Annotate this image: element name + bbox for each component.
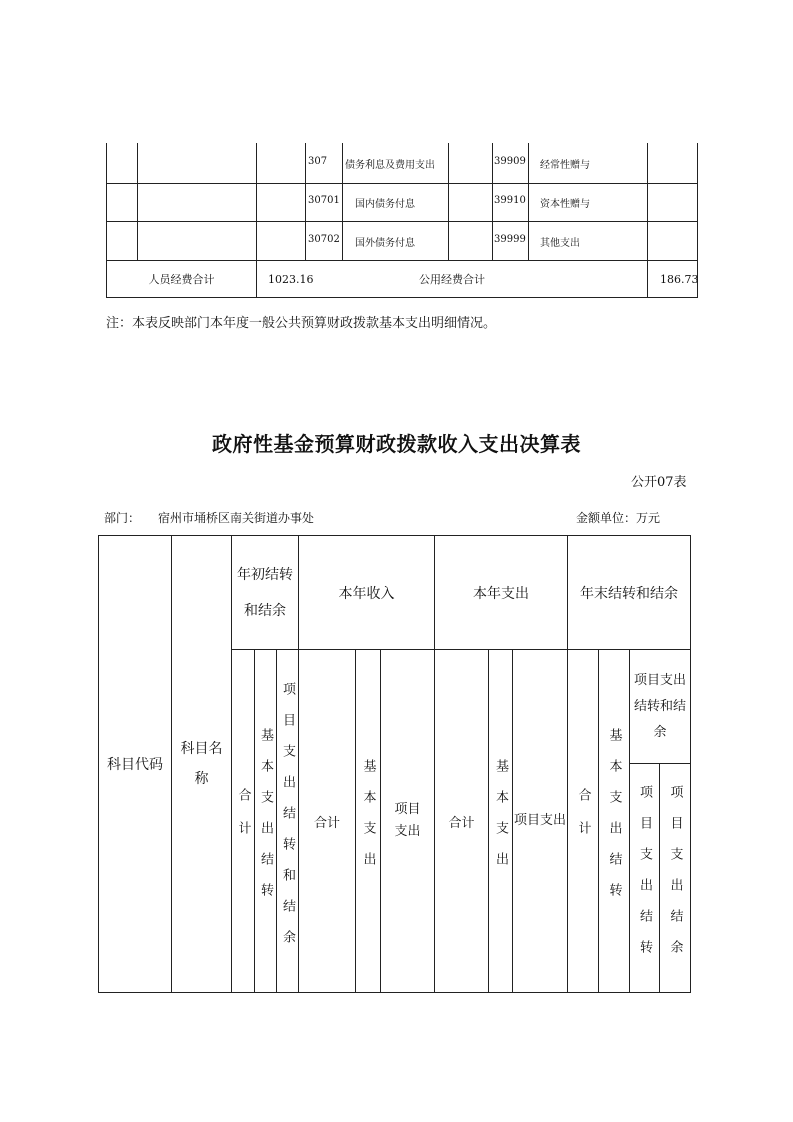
public-total-value: 186.73 (660, 273, 699, 286)
header-expense-total: 合计 (448, 815, 475, 831)
row-code: 30701 (308, 195, 340, 206)
header-expense-basic: 基本支出 (493, 759, 508, 883)
row-name: 债务利息及费用支出 (345, 160, 435, 171)
row-name: 国内债务付息 (355, 199, 415, 210)
header-income-basic: 基本支出 (360, 759, 376, 883)
header-end-total: 合计 (575, 788, 591, 854)
personnel-total-value: 1023.16 (268, 273, 314, 286)
header-begin-project: 项目支出结转和结余 (280, 681, 295, 961)
row-name: 经常性赠与 (540, 160, 590, 171)
header-expense-project: 项目支出 (513, 813, 566, 828)
header-income-project: 项目支出 (394, 802, 421, 839)
header-begin: 年初结转和结余 (237, 566, 293, 619)
row-code: 39909 (494, 156, 526, 167)
header-end-project-carry: 项目支出结转 (637, 785, 652, 971)
row-code: 39999 (494, 234, 526, 245)
row-name: 资本性赠与 (540, 199, 590, 210)
header-income: 本年收入 (338, 585, 395, 602)
header-end-basic: 基本支出结转 (606, 728, 622, 914)
page-title: 政府性基金预算财政拨款收入支出决算表 (212, 432, 581, 456)
row-code: 39910 (494, 195, 526, 206)
header-begin-basic: 基本支出结转 (258, 728, 273, 914)
row-code: 307 (308, 156, 328, 167)
header-income-total: 合计 (313, 815, 340, 831)
header-begin-total: 合计 (235, 788, 251, 854)
amount-unit: 金额单位：万元 (576, 511, 661, 525)
header-end: 年末结转和结余 (580, 585, 678, 602)
table-number: 公开07表 (631, 475, 687, 490)
table-note: 注：本表反映部门本年度一般公共预算财政拨款基本支出明细情况。 (106, 316, 497, 331)
header-begin-cell (232, 536, 298, 649)
row-name: 其他支出 (540, 238, 580, 249)
header-end-project-balance: 项目支出结余 (667, 785, 683, 971)
header-name-cell (172, 536, 231, 992)
header-expense: 本年支出 (473, 585, 529, 602)
dept-name: 宿州市埇桥区南关街道办事处 (158, 511, 315, 525)
public-total-label: 公用经费合计 (419, 273, 485, 286)
header-name: 科目名称 (180, 741, 223, 787)
row-name: 国外债务付息 (355, 238, 415, 249)
header-code: 科目代码 (107, 757, 163, 773)
row-code: 30702 (308, 234, 340, 245)
header-end-project-group: 项目支出结转和结余 (633, 672, 686, 740)
dept-label: 部门： (104, 511, 141, 525)
personnel-total-label: 人员经费合计 (148, 273, 215, 286)
